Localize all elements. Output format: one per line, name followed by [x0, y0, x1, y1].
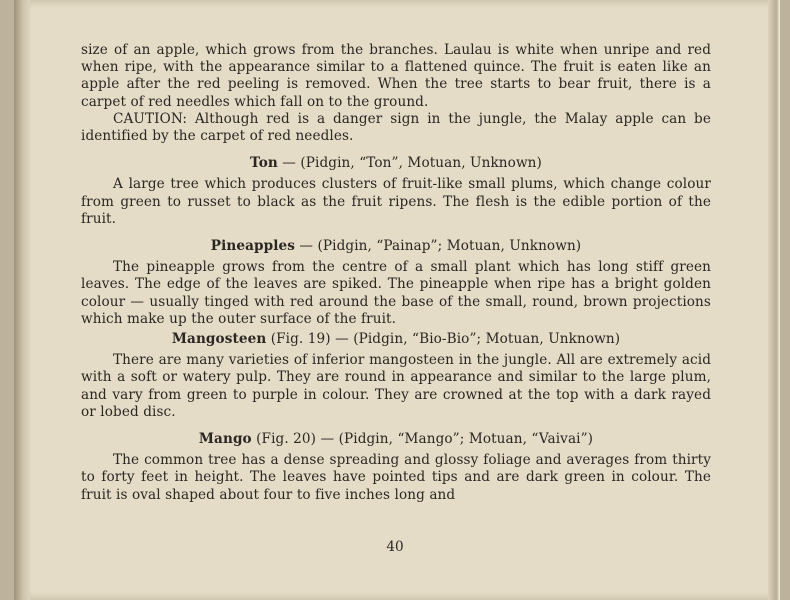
paragraph-laulau: size of an apple, which grows from the branches. Laulau is white when unripe and red when ripe, with the appearance similar to a flattened quince. The fruit is eaten like an apple after the red peeling is removed. When the tree starts to bear fruit, there is a carpet of red needles which fall on to the ground.: [81, 42, 711, 110]
heading-mangosteen-name: Mangosteen: [171, 331, 267, 348]
paragraph-ton: A large tree which produces clusters of fruit-like small plums, which change colour from green to russet to black as the fruit ripens. The flesh is the edible portion of the fruit.: [81, 176, 711, 227]
page-gutter-shadow: [14, 0, 30, 600]
paragraph-mangosteen: There are many varieties of inferior mangosteen in the jungle. All are extremely acid with a soft or watery pulp. They are round in appearance and similar to the large plum, and vary from green to purple in colour. They are crowned at the top with a dark rayed or lobed disc.: [81, 352, 711, 420]
heading-ton-detail: — (Pidgin, “Ton”, Motuan, Unknown): [277, 155, 542, 172]
page-number: 40: [386, 539, 404, 555]
paragraph-mango: The common tree has a dense spreading and glossy foliage and averages from thirty to forty feet in height. The leaves have pointed tips and are dark green in colour. The fruit is oval shaped about four to five inches long and: [81, 452, 711, 503]
paragraph-pineapples: The pineapple grows from the centre of a small plant which has long stiff green leaves. The edge of the leaves are spiked. The pineapple when ripe has a bright golden colour — usually tinged with red around the base of the small, round, brown projections which make up the outer surface of the fruit.: [81, 259, 711, 327]
heading-mango-name: Mango: [198, 431, 252, 448]
page-text: [81, 42, 711, 504]
paragraph-caution: CAUTION: Although red is a danger sign in the jungle, the Malay apple can be identified by the carpet of red needles.: [81, 110, 711, 145]
heading-pineapples: [81, 238, 711, 255]
heading-ton: [81, 155, 711, 172]
heading-ton-name: Ton: [250, 155, 278, 172]
heading-mangosteen-detail: (Fig. 19) — (Pidgin, “Bio-Bio”; Motuan, Unknown): [266, 331, 621, 348]
page-edge: [768, 0, 780, 600]
heading-mangosteen: [81, 331, 711, 348]
heading-mango: [81, 431, 711, 448]
heading-pineapples-name: Pineapples: [210, 238, 295, 255]
heading-pineapples-detail: — (Pidgin, “Painap”; Motuan, Unknown): [294, 238, 582, 255]
heading-mango-detail: (Fig. 20) — (Pidgin, “Mango”; Motuan, “Vaivai”): [251, 431, 594, 448]
